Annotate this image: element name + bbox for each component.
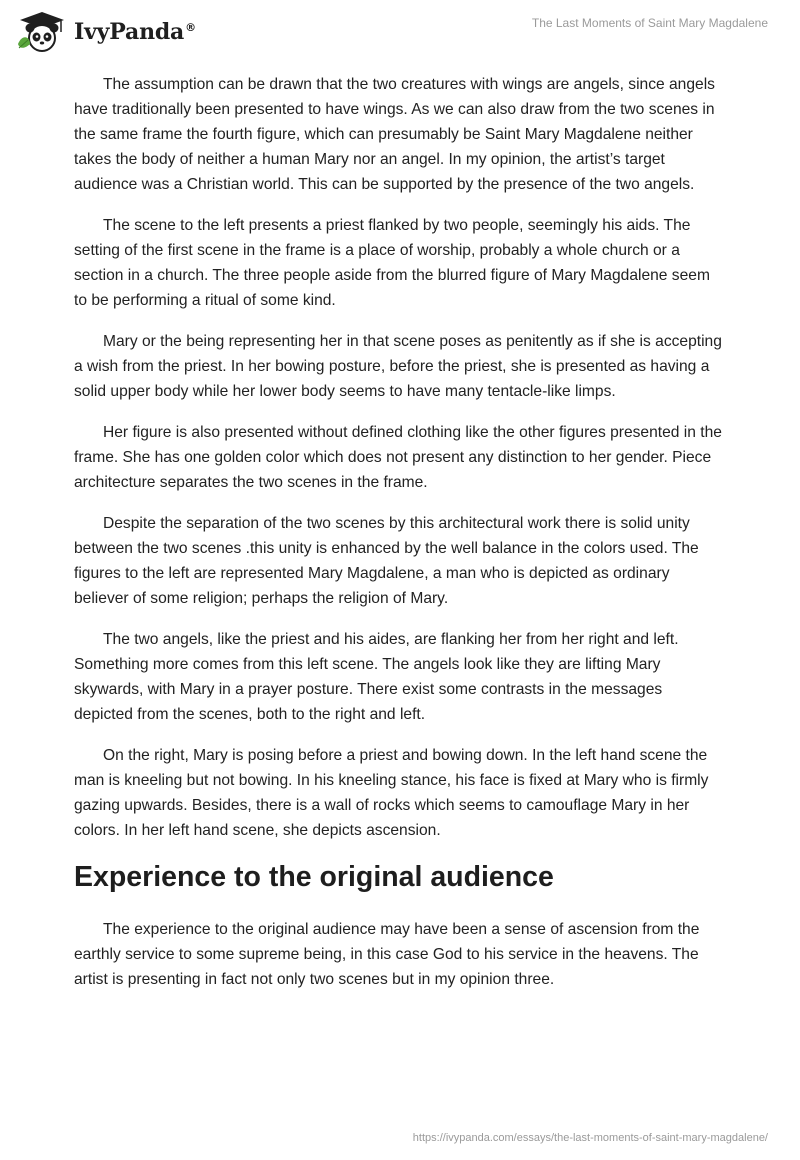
paragraph: The scene to the left presents a priest flanked by two people, seemingly his aids. The setting of the first scene in the frame is a place of worship, probably a whole church or a section in a church. The three people aside from the blurred figure of Mary Magdalene seem to be performing a ritual of some kind. xyxy=(74,217,710,309)
paragraph: Despite the separation of the two scenes by this architectural work there is solid unity between the two scenes .this unity is enhanced by the well balance in the colors used. The figures to the left are represented Mary Magdalene, a man who is depicted as ordinary believer of some religion; perhaps the religion of Mary. xyxy=(74,515,699,607)
paragraph: Mary or the being representing her in that scene poses as penitently as if she is accepting a wish from the priest. In her bowing posture, before the priest, she is presented as having a solid upper body while her lower body seems to have many tentacle-like limps. xyxy=(74,333,722,400)
logo-wordmark: IvyPanda® xyxy=(74,19,196,45)
paragraph: The two angels, like the priest and his aides, are flanking her from her right and left. Something more comes from this left scene. The angels look like they are lifting Mary skywards, with Mary in a prayer posture. There exist some contrasts in the messages depicted from the scenes, both to the right and left. xyxy=(74,631,679,723)
panda-graduate-icon xyxy=(14,10,70,54)
essay-content xyxy=(74,72,724,1008)
page-header xyxy=(0,0,800,66)
section-heading: Experience to the original audience xyxy=(74,861,554,893)
paragraph: The assumption can be drawn that the two creatures with wings are angels, since angels have traditionally been presented to have wings. As we can also draw from the two scenes in the same frame the fourth figure, which can presumably be Saint Mary Magdalene neither takes the body of neither a human Mary nor an angel. In my opinion, the artist’s target audience was a Christian world. This can be supported by the presence of the two angels. xyxy=(74,76,715,193)
source-url[interactable]: https://ivypanda.com/essays/the-last-moments-of-saint-mary-magdalene/ xyxy=(412,1132,768,1144)
paragraph: The experience to the original audience may have been a sense of ascension from the earthly service to some supreme being, in this case God to his service in the heavens. The artist is presenting in fact not only two scenes but in my opinion three. xyxy=(74,921,700,988)
document-title: The Last Moments of Saint Mary Magdalene xyxy=(531,16,768,30)
ivypanda-logo[interactable] xyxy=(14,10,196,54)
paragraph: Her figure is also presented without defined clothing like the other figures presented in the frame. She has one golden color which does not present any distinction to her gender. Piece architecture separates the two scenes in the frame. xyxy=(74,424,722,491)
paragraph: On the right, Mary is posing before a priest and bowing down. In the left hand scene the man is kneeling but not bowing. In his kneeling stance, his face is fixed at Mary who is firmly gazing upwards. Besides, there is a wall of rocks which seems to camouflage Mary in her colors. In her left hand scene, she depicts ascension. xyxy=(74,747,709,839)
